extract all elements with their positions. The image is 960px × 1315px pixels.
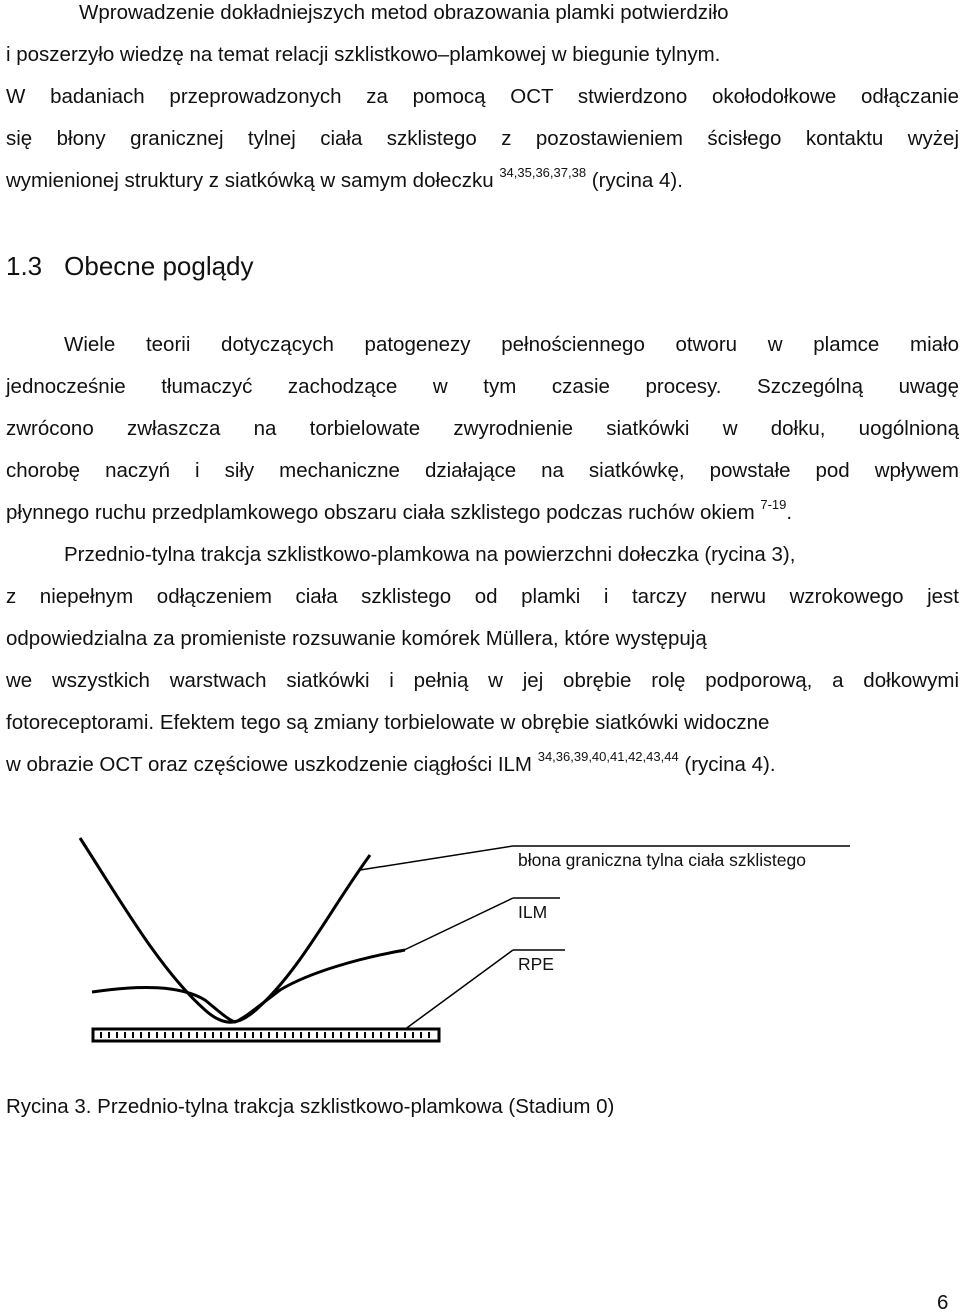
ilm-label: ILM [518,902,548,922]
p2-line-4: chorobę naczyń i siły mechaniczne działające na siatkówkę, powstałe pod wpływem [6,459,959,482]
hyaloid-membrane-line [80,838,370,1022]
p3-line-4: we wszystkich warstwach siatkówki i pełnią w jej obrębie rolę podporową, a dołkowymi [6,669,959,692]
rpe-label: RPE [518,954,554,974]
rpe-band [93,1029,439,1041]
rpe-leader-line [404,950,513,1030]
p2-line-2: jednocześnie tłumaczyć zachodzące w tym czasie procesy. Szczególną uwagę [6,375,959,398]
p3-line-6-end: (rycina 4). [684,753,776,776]
p2-line-5-end: . [786,501,793,524]
p2-line-5-text: płynnego ruchu przedplamkowego obszaru ciała szklistego podczas ruchów okiem [6,501,755,524]
p3-line-5: fotoreceptorami. Efektem tego są zmiany torbielowate w obrębie siatkówki widoczne [6,711,770,734]
p1-line-2: i poszerzyło wiedzę na temat relacji szklistkowo–plamkowej w biegunie tylnym. [6,43,721,66]
ilm-leader-line [400,898,513,952]
p3-citation: 34,36,39,40,41,42,43,44 [537,749,679,764]
hyaloid-label: błona graniczna tylna ciała szklistego [518,850,806,870]
p2-line-1: Wiele teorii dotyczących patogenezy pełnościennego otworu w plamce miało [64,333,959,356]
p1-line-1: Wprowadzenie dokładniejszych metod obrazowania plamki potwierdziło [79,1,729,24]
p1-citation: 34,35,36,37,38 [499,165,587,180]
page-number: 6 [937,1291,949,1314]
p2-citation: 7-19 [760,497,787,512]
p3-line-3: odpowiedzialna za promieniste rozsuwanie komórek Müllera, które występują [6,627,707,650]
p3-line-1: Przednio-tylna trakcja szklistkowo-plamkowa na powierzchni dołeczka (rycina 3), [64,543,796,566]
figure-caption: Rycina 3. Przednio-tylna trakcja szklistkowo-plamkowa (Stadium 0) [6,1095,615,1118]
p1-line-5-end: (rycina 4). [591,169,683,192]
p3-line-6-text: w obrazie OCT oraz częściowe uszkodzenie ciągłości ILM [6,753,533,776]
p1-line-4: się błony granicznej tylnej ciała szklistego z pozostawieniem ścisłego kontaktu wyżej [6,127,959,150]
p1-line-5-text: wymienionej struktury z siatkówką w samym dołeczku [6,169,494,192]
p1-line-3: W badaniach przeprowadzonych za pomocą OCT stwierdzono okołodołkowe odłączanie [6,85,959,108]
section-number: 1.3 [6,251,43,281]
section-title: Obecne poglądy [64,251,254,281]
p2-line-3: zwrócono zwłaszcza na torbielowate zwyrodnienie siatkówki w dołku, uogólnioną [6,417,959,440]
ilm-line [92,950,405,1022]
hyaloid-leader-line [360,846,513,870]
p3-line-2: z niepełnym odłączeniem ciała szklistego od plamki i tarczy nerwu wzrokowego jest [6,585,959,608]
